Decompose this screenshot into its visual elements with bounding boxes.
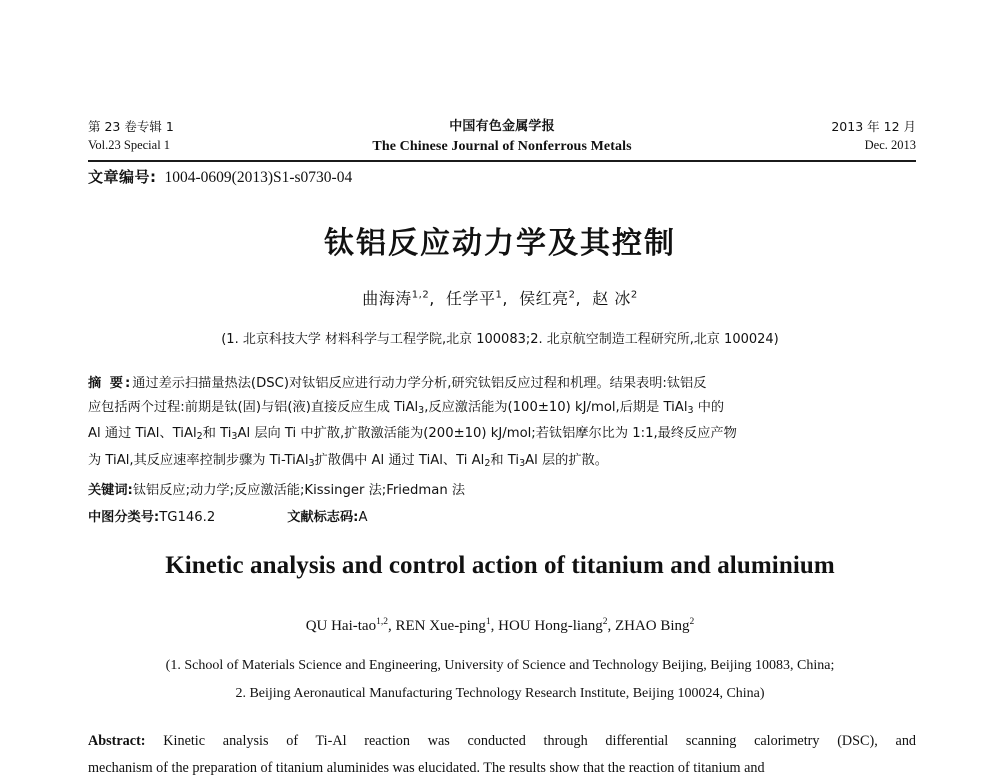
running-head-center — [372, 118, 631, 157]
journal-title-en: The Chinese Journal of Nonferrous Metals — [372, 138, 632, 154]
author-en-3-affil: 2 — [602, 617, 608, 627]
issue-date-en: Dec. 2013 — [864, 138, 916, 153]
author-en-1-affil: 1,2 — [376, 617, 388, 627]
author-byline-cn: 曲海涛$^{1,2}$, 任学平$^1$, 侯红亮$^2$, 赵 冰$^2$ — [362, 289, 638, 308]
classification-line — [88, 506, 368, 530]
running-head — [88, 118, 916, 162]
keywords-cn-label: 关键词: — [88, 483, 133, 498]
affiliation-en — [0, 652, 1000, 708]
author-en-1: QU Hai-tao$^{1,2}$ — [305, 617, 388, 634]
formula-sub: 2 — [484, 457, 491, 469]
abstract-cn — [88, 372, 916, 475]
author-cn-3: 侯红亮$^2$ — [519, 289, 576, 308]
author-en-2: REN Xue-ping$^1$ — [395, 617, 491, 634]
header-rule — [88, 160, 916, 162]
formula-sub: 3 — [308, 457, 315, 469]
journal-title-cn: 中国有色金属学报 — [449, 119, 555, 134]
author-en-4-affil: 2 — [689, 617, 695, 627]
volume-cn: 第 23 卷专辑 1 — [88, 119, 174, 134]
author-cn-4: 赵 冰$^2$ — [592, 289, 638, 308]
formula-sub: 3 — [687, 404, 694, 416]
abstract-en-line-1 — [88, 728, 916, 755]
page-title-en: Kinetic analysis and control action of titanium and aluminium — [165, 552, 835, 579]
author-en-4: ZHAO Bing$^2$ — [614, 617, 695, 634]
formula-sub: 3 — [418, 404, 425, 416]
abstract-cn-text-1: 通过差示扫描量热法(DSC)对钛铝反应进行动力学分析,研究钛铝反应过程和机理。结果表明:钛铝反 — [132, 376, 707, 391]
doc-code-value: A — [358, 510, 368, 525]
page-title-cn: 钛铝反应动力学及其控制 — [324, 226, 676, 261]
keywords-cn — [88, 479, 465, 503]
abstract-en — [88, 728, 916, 782]
abstract-en-label: Abstract: — [88, 733, 146, 749]
article-number-label: 文章编号: — [88, 168, 157, 186]
author-cn-1: 曲海涛$^{1,2}$ — [362, 289, 430, 308]
issue-date-cn: 2013 年 12 月 — [831, 119, 916, 134]
article-number — [88, 166, 352, 187]
article-number-value: 1004-0609(2013)S1-s0730-04 — [164, 169, 353, 186]
abstract-cn-line-1 — [88, 372, 916, 396]
author-cn-3-affil: 2 — [568, 289, 576, 301]
formula-sub: 3 — [519, 457, 526, 469]
abstract-cn-line-3: Al 通过 TiAl、TiAl$_2$和 $Ti_3Al$ 层向 Ti 中扩散,扩散激活能为(200±10) kJ/mol;若钛铝摩尔比为 1:1,最终反应产物 — [88, 426, 737, 443]
clc-value: TG146.2 — [159, 510, 216, 525]
author-cn-2-affil: 1 — [495, 289, 503, 301]
clc-label: 中图分类号: — [88, 510, 160, 525]
running-head-left — [88, 118, 174, 154]
abstract-cn-label: 摘 要: — [88, 376, 133, 391]
keywords-cn-value: 钛铝反应;动力学;反应激活能;Kissinger 法;Friedman 法 — [132, 483, 466, 498]
author-byline-en: QU Hai-tao$^{1,2}$, REN Xue-ping$^1$, HOU Hong-liang$^2$, ZHAO Bing$^2$ — [305, 617, 695, 634]
author-en-2-affil: 1 — [485, 617, 491, 627]
affiliation-en-line-2: 2. Beijing Aeronautical Manufacturing Technology Research Institute, Beijing 100024, China) — [235, 686, 765, 701]
abstract-cn-line-4: 为 TiAl,其反应速率控制步骤为 Ti-TiAl$_3$扩散偶中 Al 通过 TiAl、Ti $Al_2$和 $Ti_3Al$ 层的扩散。 — [88, 452, 608, 469]
author-en-3: HOU Hong-liang$^2$ — [498, 617, 608, 634]
affiliation-cn: (1. 北京科技大学 材料科学与工程学院,北京 100083;2. 北京航空制造工程研究所,北京 100024) — [221, 332, 779, 347]
formula-sub: 2 — [196, 431, 203, 443]
running-head-right — [831, 118, 916, 154]
abstract-en-line-2: mechanism of the preparation of titanium aluminides was elucidated. The results show that the reaction of titanium and — [88, 760, 765, 776]
abstract-en-text-1: Kinetic analysis of Ti-Al reaction was conducted through differential scanning calorimetry (DSC), and — [163, 733, 917, 749]
volume-en: Vol.23 Special 1 — [88, 138, 171, 153]
affiliation-en-line-1: (1. School of Materials Science and Engineering, University of Science and Technology Beijing, Beijing 10083, China; — [165, 658, 835, 673]
abstract-cn-line-2: 应包括两个过程:前期是钛(固)与铝(液)直接反应生成 TiAl$_3$,反应激活能为(100±10) kJ/mol,后期是 TiAl$_3$ 中的 — [88, 399, 725, 416]
formula-sub: 3 — [231, 431, 238, 443]
author-cn-4-affil: 2 — [630, 289, 638, 301]
doc-code-label: 文献标志码: — [287, 510, 359, 525]
author-cn-1-affil: 1,2 — [411, 289, 430, 301]
author-cn-2: 任学平$^1$ — [445, 289, 503, 308]
